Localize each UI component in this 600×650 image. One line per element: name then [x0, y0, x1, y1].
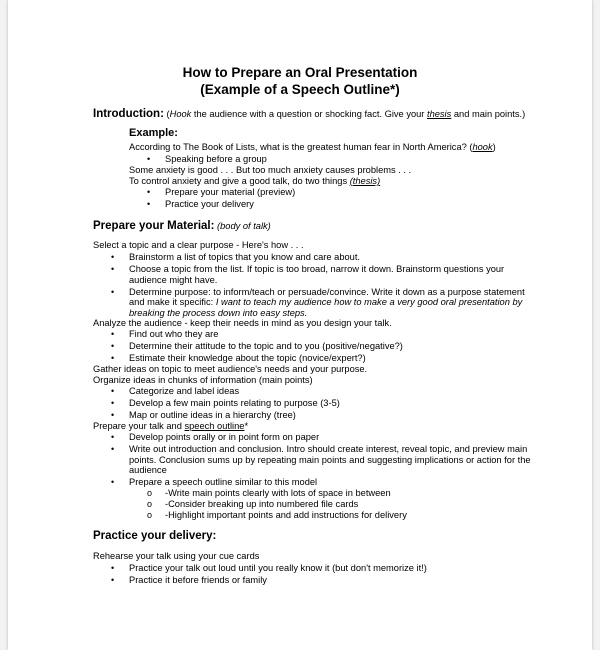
thesis-link[interactable]: thesis	[426, 109, 452, 119]
bullet-icon: •	[111, 341, 115, 351]
bullet-icon: •	[111, 410, 115, 420]
bullet-icon: •	[111, 386, 115, 396]
organize-bullet-3: Map or outline ideas in a hierarchy (tree)	[129, 410, 296, 420]
bullet-icon: •	[111, 329, 115, 339]
analyze-line: Analyze the audience - keep their needs in mind as you design your talk.	[93, 318, 392, 328]
analyze-bullet-3: Estimate their knowledge about the topic (novice/expert?)	[129, 353, 366, 363]
organize-line: Organize ideas in chunks of information (main points)	[93, 375, 313, 385]
example-line-3: To control anxiety and give a good talk, do two things (thesis)	[129, 176, 381, 186]
bullet-icon: •	[111, 264, 115, 274]
gather-line: Gather ideas on topic to meet audience's needs and your purpose.	[93, 364, 368, 374]
page-title: How to Prepare an Oral Presentation	[182, 65, 418, 80]
intro-heading: Introduction:	[93, 108, 164, 120]
thesis-link-2[interactable]: (thesis)	[349, 176, 381, 186]
example-bullet-2: Prepare your material (preview)	[165, 187, 296, 197]
speech-outline-link[interactable]: speech outline	[184, 421, 245, 431]
example-bullet-3: Practice your delivery	[165, 199, 254, 209]
analyze-bullet-2: Determine their attitude to the topic and to you (positive/negative?)	[129, 341, 403, 351]
prepare-bullet-2c: audience	[129, 465, 167, 475]
select-bullet-3c: breaking the process down into easy steps.	[129, 308, 308, 318]
rehearse-line: Rehearse your talk using your cue cards	[93, 551, 260, 561]
bullet-icon: •	[147, 154, 151, 164]
select-bullet-2b: audience might have.	[129, 275, 218, 285]
bullet-icon: •	[111, 575, 115, 585]
example-line-2: Some anxiety is good . . . But too much anxiety causes problems . . .	[129, 165, 412, 175]
bullet-icon: •	[111, 287, 115, 297]
outline-sub-2: -Consider breaking up into numbered file cards	[165, 499, 359, 509]
delivery-bullet-2: Practice it before friends or family	[129, 575, 267, 585]
outline-sub-1: -Write main points clearly with lots of space in between	[165, 488, 391, 498]
bullet-icon: •	[111, 432, 115, 442]
page-subtitle: (Example of a Speech Outline*)	[200, 82, 400, 97]
material-heading: Prepare your Material:	[93, 220, 215, 232]
circle-bullet-icon: o	[147, 499, 153, 509]
example-heading: Example:	[129, 127, 178, 139]
organize-bullet-1: Categorize and label ideas	[129, 386, 240, 396]
bullet-icon: •	[111, 252, 115, 262]
prepare-line: Prepare your talk and speech outline*	[93, 421, 249, 431]
bullet-icon: •	[111, 477, 115, 487]
bullet-icon: •	[147, 187, 151, 197]
delivery-bullet-1: Practice your talk out loud until you really know it (but don't memorize it!)	[129, 563, 427, 573]
prepare-bullet-3: Prepare a speech outline similar to this model	[129, 477, 318, 487]
bullet-icon: •	[147, 199, 151, 209]
material-subheading: (body of talk)	[217, 221, 271, 231]
example-bullet-1: Speaking before a group	[165, 154, 267, 164]
bullet-icon: •	[111, 398, 115, 408]
bullet-icon: •	[111, 444, 115, 454]
select-line: Select a topic and a clear purpose - Here's how . . .	[93, 240, 304, 250]
intro-text: (Hook the audience with a question or shocking fact. Give your thesis and main points.)	[166, 109, 526, 119]
organize-bullet-2: Develop a few main points relating to purpose (3-5)	[129, 398, 340, 408]
select-bullet-2a: Choose a topic from the list. If topic is too broad, narrow it down. Brainstorm questions your	[129, 264, 505, 274]
circle-bullet-icon: o	[147, 510, 153, 520]
example-line-1: According to The Book of Lists, what is the greatest human fear in North America? (hook)	[129, 142, 496, 152]
bullet-icon: •	[111, 353, 115, 363]
select-bullet-3b: and make it specific: I want to teach my audience how to make a very good oral presentation by	[129, 297, 523, 307]
material-heading-line	[93, 220, 271, 233]
circle-bullet-icon: o	[147, 488, 153, 498]
select-bullet-3a: Determine purpose: to inform/teach or persuade/convince. Write it down as a purpose statement	[129, 287, 525, 297]
analyze-bullet-1: Find out who they are	[129, 329, 219, 339]
select-bullet-1: Brainstorm a list of topics that you know and care about.	[129, 252, 360, 262]
prepare-bullet-1: Develop points orally or in point form on paper	[129, 432, 320, 442]
delivery-heading: Practice your delivery:	[93, 530, 217, 542]
hook-link[interactable]: hook	[472, 142, 493, 152]
prepare-bullet-2b: points. Conclusion sums up by repeating main points and suggesting implications or action for the	[129, 455, 531, 465]
intro-line	[93, 108, 525, 121]
outline-sub-3: -Highlight important points and add instructions for delivery	[165, 510, 407, 520]
bullet-icon: •	[111, 563, 115, 573]
prepare-bullet-2a: Write out introduction and conclusion. Intro should create interest, reveal topic, and preview main	[129, 444, 528, 454]
